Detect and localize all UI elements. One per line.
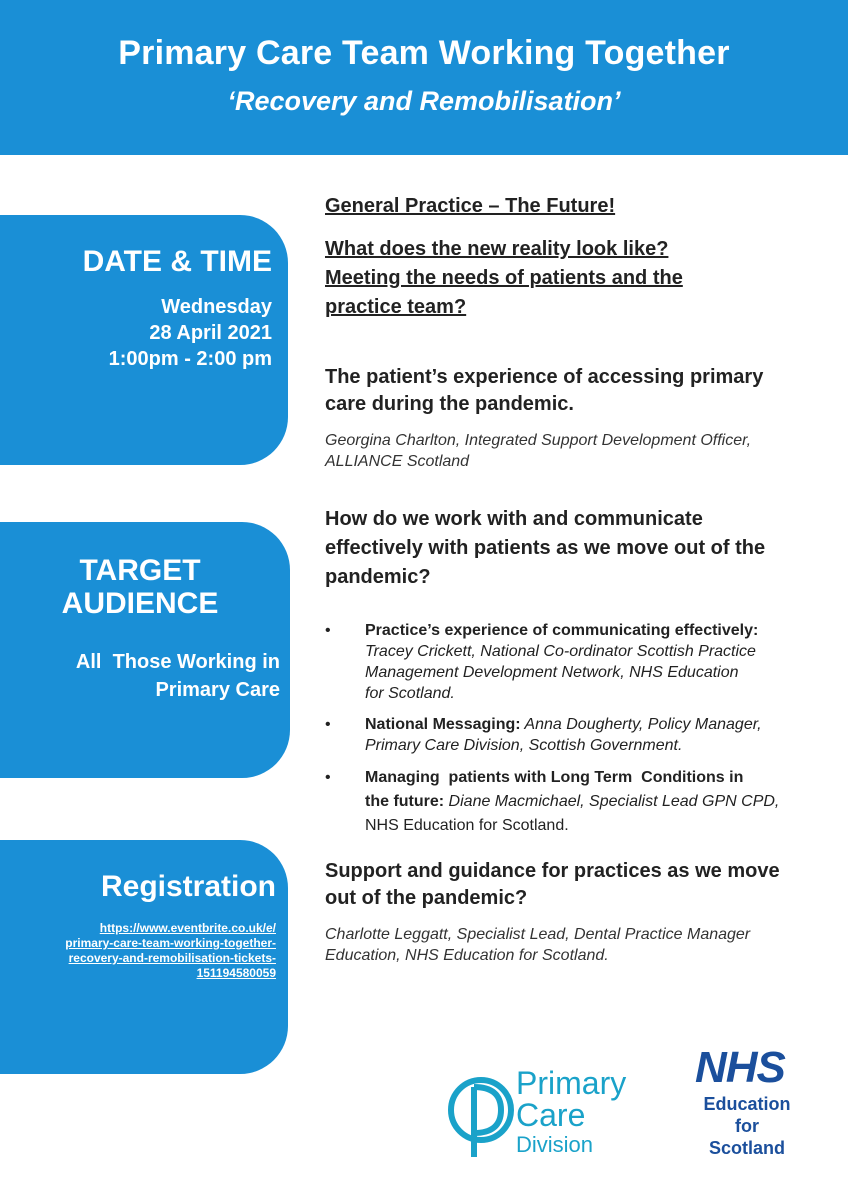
bullet-2-title: National Messaging: [365, 716, 521, 733]
session-2-title-line: pandemic? [325, 566, 431, 588]
session-3-title-line: Support and guidance for practices as we move [325, 860, 780, 882]
bullet-2-detail: Primary Care Division, Scottish Government. [365, 737, 683, 754]
bullet-2-detail: Anna Dougherty, Policy Manager, [520, 716, 762, 733]
bullet-1-title: Practice’s experience of communicating effectively: [365, 622, 759, 639]
primary-care-mark-icon [446, 1065, 516, 1165]
session-3-title-line: out of the pandemic? [325, 887, 528, 909]
page-title: Primary Care Team Working Together [118, 34, 730, 72]
bullet-3-title: the future: [365, 793, 445, 810]
bullet-1-detail: Tracey Crickett, National Co-ordinator Scottish Practice [365, 643, 756, 660]
bullet-3-title: Managing patients with Long Term Conditions in [365, 769, 744, 786]
bullet-dot-icon: • [325, 769, 331, 786]
date-time-box [0, 215, 288, 465]
bullet-item [325, 766, 825, 838]
nhs-for-word: for [735, 1116, 759, 1136]
division-word: Division [516, 1132, 594, 1157]
session-2 [325, 505, 825, 592]
registration-link-line: https://www.eventbrite.co.uk/e/ [99, 921, 276, 935]
event-day: Wednesday [161, 296, 272, 318]
header-banner [0, 0, 848, 155]
bullet-item [325, 620, 825, 704]
target-audience-box [0, 522, 290, 778]
agenda-heading-1: General Practice – The Future! [325, 195, 616, 217]
session-1 [325, 364, 825, 472]
session-3 [325, 858, 825, 966]
agenda-heading-2-line: What does the new reality look like? [325, 238, 669, 260]
speaker-bullet-list [325, 620, 825, 848]
session-1-speaker-line: Georgina Charlton, Integrated Support Development Officer, [325, 432, 752, 449]
agenda-heading-2-line: Meeting the needs of patients and the [325, 267, 683, 289]
session-3-speaker-line: Charlotte Leggatt, Specialist Lead, Dental Practice Manager [325, 926, 751, 943]
session-3-speaker-line: Education, NHS Education for Scotland. [325, 947, 609, 964]
care-word: Care [516, 1097, 586, 1133]
session-1-speaker-line: ALLIANCE Scotland [325, 453, 470, 470]
registration-link-line: 151194580059 [196, 966, 276, 980]
bullet-1-detail: for Scotland. [365, 685, 455, 702]
registration-link-line: recovery-and-remobilisation-tickets- [68, 951, 276, 965]
date-time-heading: DATE & TIME [82, 245, 272, 278]
bullet-3-detail: Diane Macmichael, Specialist Lead GPN CPD, [444, 793, 780, 810]
audience-line-1: All Those Working in [75, 651, 280, 673]
bullet-item [325, 714, 825, 756]
session-2-title-line: effectively with patients as we move out of the [325, 537, 766, 559]
audience-line-2: Primary Care [155, 679, 280, 701]
page-subtitle: ‘Recovery and Remobilisation’ [227, 86, 621, 116]
agenda-heading-2-line: practice team? [325, 296, 467, 318]
agenda-heading-block [325, 195, 825, 218]
nhs-scotland-word: Scotland [708, 1138, 785, 1158]
target-audience-heading: TARGET AUDIENCE [61, 554, 219, 620]
registration-link-line: primary-care-team-working-together- [65, 936, 276, 950]
registration-box [0, 840, 288, 1074]
agenda-heading-2-block [325, 235, 825, 322]
registration-heading: Registration [100, 870, 276, 903]
event-date: 28 April 2021 [149, 322, 272, 344]
session-2-title-line: How do we work with and communicate [325, 508, 703, 530]
bullet-1-detail: Management Development Network, NHS Education [365, 664, 739, 681]
bullet-dot-icon: • [325, 622, 331, 639]
event-time: 1:00pm - 2:00 pm [108, 348, 272, 370]
registration-link[interactable] [0, 921, 276, 981]
nhs-education-word: Education [703, 1094, 791, 1114]
session-1-title-line: The patient’s experience of accessing primary [325, 366, 764, 388]
primary-care-division-logo [446, 1065, 656, 1165]
session-1-title-line: care during the pandemic. [325, 393, 574, 415]
nhs-education-scotland-logo [687, 1045, 807, 1175]
bullet-3-detail: NHS Education for Scotland. [365, 817, 569, 834]
nhs-mark: NHS [695, 1043, 785, 1092]
primary-care-word: Primary [516, 1065, 627, 1101]
bullet-dot-icon: • [325, 716, 331, 733]
